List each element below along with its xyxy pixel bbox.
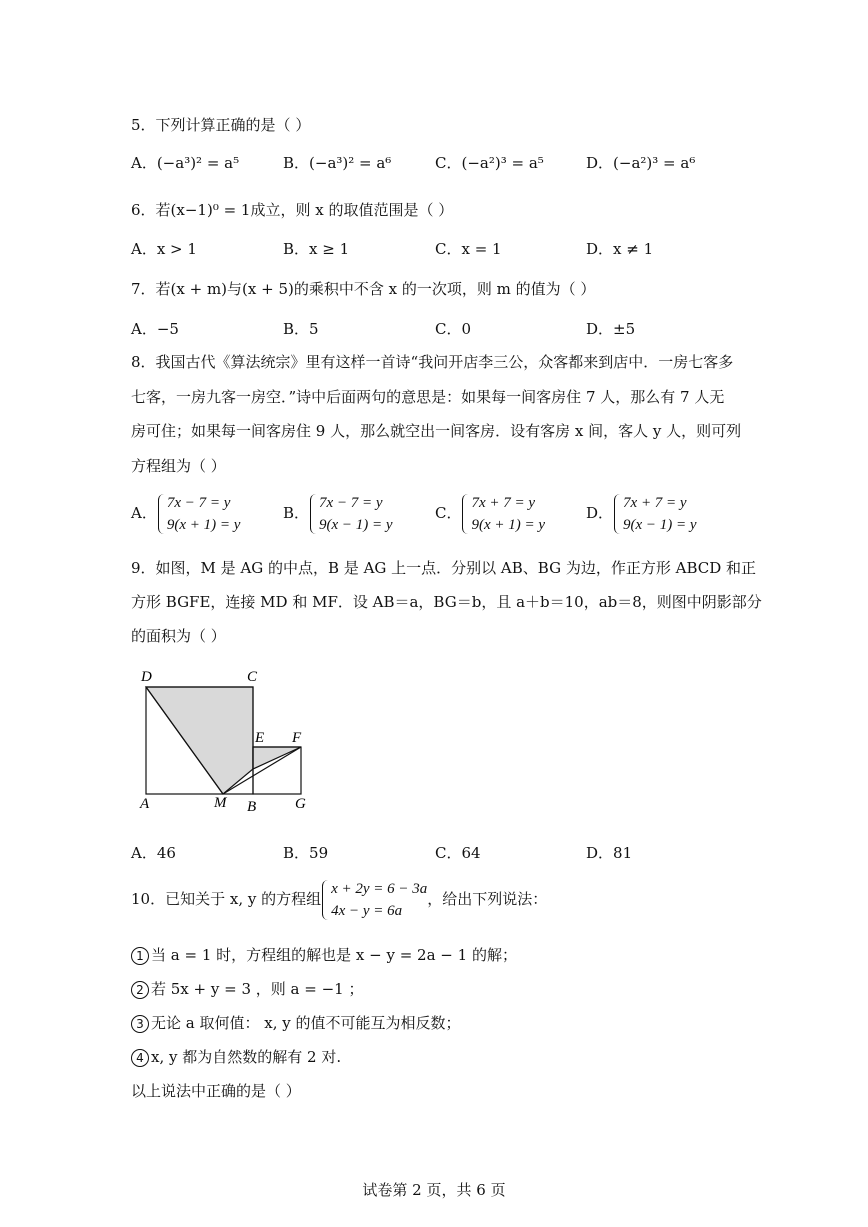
equation-system xyxy=(613,492,697,536)
q8-option-a-label: A． xyxy=(131,504,157,522)
equation-system xyxy=(157,492,241,536)
equation-line: 7x − 7 = y xyxy=(319,495,383,511)
q6-stem: 6．若(x−1)⁰ = 1成立，则 x 的取值范围是（ ） xyxy=(131,201,454,219)
circled-number: 3 xyxy=(131,1015,149,1033)
q10-statement-3 xyxy=(131,1012,461,1033)
page-footer: 试卷第 2 页，共 6 页 xyxy=(362,1181,506,1199)
equation-line: 7x + 7 = y xyxy=(623,495,687,511)
statement-text: 若 5x + y = 3 ，则 a = −1 ； xyxy=(151,980,364,998)
label-a: A xyxy=(140,796,150,812)
equation-system xyxy=(309,492,393,536)
q9-line-2: 方形 BGFE，连接 MD 和 MF．设 AB＝a，BG＝b，且 a＋b＝10，ab＝8，则图中阴影部分 xyxy=(131,593,762,611)
q9-figure xyxy=(130,660,330,820)
q9-option-d: D．81 xyxy=(586,844,633,862)
label-e: E xyxy=(255,730,265,746)
equation-line: x + 2y = 6 − 3a xyxy=(331,881,428,897)
q7-option-c: C．0 xyxy=(435,320,472,338)
q7-stem: 7．若(x + m)与(x + 5)的乘积中不含 x 的一次项，则 m 的值为（ ） xyxy=(131,280,596,298)
q7-option-d: D．±5 xyxy=(586,320,636,338)
q8-line-2: 七客，一房九客一房空．”诗中后面两句的意思是：如果每一间客房住 7 人，那么有 7 人无 xyxy=(131,388,725,406)
q5-stem: 5．下列计算正确的是（ ） xyxy=(131,116,311,134)
shaded-triangle-left xyxy=(146,687,253,794)
statement-text: x, y 都为自然数的解有 2 对. xyxy=(151,1048,342,1066)
equation-line: 9(x − 1) = y xyxy=(319,517,393,533)
q8-line-1: 8．我国古代《算法统宗》里有这样一首诗“我问开店李三公，众客都来到店中．一房七客多 xyxy=(131,353,734,371)
circled-number: 2 xyxy=(131,981,149,999)
label-c: C xyxy=(247,669,258,685)
q8-option-d xyxy=(586,492,697,536)
q5-option-a: A．(−a³)² = a⁵ xyxy=(131,154,240,172)
q9-line-3: 的面积为（ ） xyxy=(131,627,226,645)
q6-option-d: D．x ≠ 1 xyxy=(586,240,654,258)
statement-text: 无论 a 取何值： x, y 的值不可能互为相反数； xyxy=(151,1014,461,1032)
equation-line: 7x − 7 = y xyxy=(166,495,231,511)
q8-option-b-label: B． xyxy=(283,504,310,522)
q6-option-b: B．x ≥ 1 xyxy=(283,240,350,258)
q10-statement-2 xyxy=(131,978,363,999)
q10-stem-suffix: ，给出下列说法： xyxy=(427,890,548,908)
circled-number: 4 xyxy=(131,1049,149,1067)
q10-question: 以上说法中正确的是（ ） xyxy=(131,1082,301,1100)
q10-statement-4 xyxy=(131,1046,341,1067)
shaded-triangle-right xyxy=(253,747,301,769)
q7-option-a: A．−5 xyxy=(131,320,179,338)
q5-option-c: C．(−a²)³ = a⁵ xyxy=(435,154,544,172)
q8-line-4: 方程组为（ ） xyxy=(131,457,226,475)
q8-option-c-label: C． xyxy=(435,504,462,522)
q8-option-a xyxy=(131,492,240,536)
q7-option-b: B．5 xyxy=(283,320,319,338)
label-b: B xyxy=(247,799,257,815)
circled-number: 1 xyxy=(131,947,149,965)
equation-system xyxy=(321,878,427,922)
label-f: F xyxy=(292,730,302,746)
label-d: D xyxy=(141,669,152,685)
q8-option-c xyxy=(435,492,545,536)
q5-option-b: B．(−a³)² = a⁶ xyxy=(283,154,392,172)
q5-option-d: D．(−a²)³ = a⁶ xyxy=(586,154,696,172)
q10-stem-prefix: 10．已知关于 x, y 的方程组 xyxy=(131,890,322,908)
equation-line: 9(x + 1) = y xyxy=(471,517,546,533)
equation-line: 9(x − 1) = y xyxy=(623,517,697,533)
q9-line-1: 9．如图，M 是 AG 的中点，B 是 AG 上一点．分别以 AB、BG 为边，作正方形 ABCD 和正 xyxy=(131,559,757,577)
equation-line: 9(x + 1) = y xyxy=(166,517,241,533)
q10-statement-1 xyxy=(131,944,517,965)
label-m: M xyxy=(214,795,227,811)
q6-option-c: C．x = 1 xyxy=(435,240,502,258)
q6-option-a: A．x > 1 xyxy=(131,240,197,258)
q9-option-a: A．46 xyxy=(131,844,176,862)
q8-option-b xyxy=(283,492,393,536)
q10-stem xyxy=(131,878,547,922)
equation-line: 7x + 7 = y xyxy=(471,495,536,511)
label-g: G xyxy=(295,796,306,812)
statement-text: 当 a = 1 时，方程组的解也是 x − y = 2a − 1 的解； xyxy=(151,946,517,964)
q8-line-3: 房可住；如果每一间客房住 9 人，那么就空出一间客房．设有客房 x 间，客人 y 人，则可列 xyxy=(131,422,742,440)
q9-option-b: B．59 xyxy=(283,844,329,862)
q8-option-d-label: D． xyxy=(586,504,614,522)
equation-system xyxy=(461,492,545,536)
q9-option-c: C．64 xyxy=(435,844,481,862)
equation-line: 4x − y = 6a xyxy=(331,903,403,919)
